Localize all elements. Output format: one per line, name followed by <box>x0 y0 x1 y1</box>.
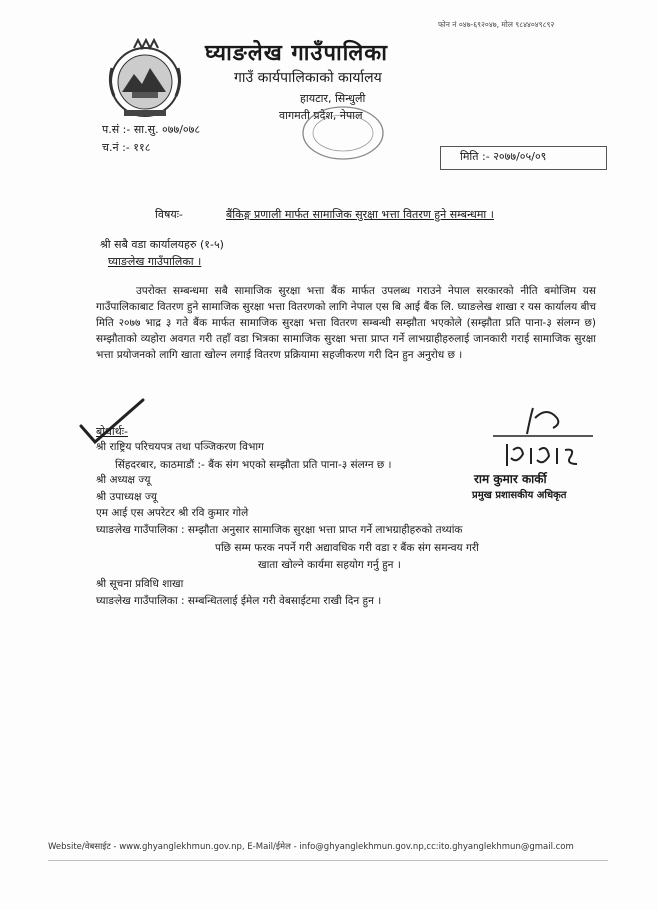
org-name: घ्याङलेख गाउँपालिका <box>205 41 388 66</box>
footer-divider <box>48 860 608 861</box>
office-name: गाउँ कार्यपालिकाको कार्यालय <box>234 70 382 86</box>
cc-item-continued: खाता खोल्ने कार्यमा सहयोग गर्नु हुन । <box>258 559 401 571</box>
reference-number: प.सं :- सा.सु. ०७७/०७८ <box>102 123 201 136</box>
cc-item: श्री राष्ट्रिय परिचयपत्र तथा पञ्जिकरण विभाग <box>96 441 264 453</box>
handwritten-signature <box>487 404 597 474</box>
footer-contact: Website/वेबसाईट - www.ghyanglekhmun.gov.np, E-Mail/ईमेल - info@ghyanglekhmun.gov.np,cc:ito.ghyanglekhmun@gmail.com <box>48 842 574 852</box>
letter-date: मिति :- २०७७/०५/०९ <box>460 150 547 163</box>
dispatch-number: च.नं :- ११८ <box>102 141 151 154</box>
subject-label: विषयः- <box>155 208 183 221</box>
signer-title: प्रमुख प्रशासकीय अधिकृत <box>472 490 567 501</box>
recipient-line-2: घ्याङलेख गाउँपालिका । <box>108 255 202 268</box>
cc-item: श्री सूचना प्रविधि शाखा <box>96 578 184 590</box>
address-line-1: हायटार, सिन्धुली <box>300 92 366 105</box>
cc-item: सिंहदरबार, काठमाडौं :- बैंक संग भएको सम्झौता प्रति पाना-३ संलग्न छ । <box>115 459 392 471</box>
recipient-line-1: श्री सबै वडा कार्यालयहरु (१-५) <box>100 238 224 251</box>
phone-line: फोन नं ०४७-६९२०४७, मोल ९८४४०४९८९२ <box>438 20 555 29</box>
subject-text: बैंकिङ्ग प्रणाली मार्फत सामाजिक सुरक्षा भत्ता वितरण हुने सम्बन्धमा । <box>226 208 494 221</box>
office-seal-stamp <box>298 103 388 163</box>
body-paragraph-text: उपरोक्त सम्बन्धमा सबै सामाजिक सुरक्षा भत्ता बैंक मार्फत उपलब्ध गराउने नेपाल सरकारको नीति बमोजिम यस गाउँपालिकाबाट वितरण हुने सामाजिक सुरक्षा भत्ता वितरणको लागि नेपाल एस बि आई बैंक लि. घ्याङलेख शाखा र यस कार्यालय बीच मिति २०७७ भाद्र ३ गते बैंक मार्फत सामाजिक सुरक्षा भत्ता वितरण सम्बन्धी सम्झौता भएकोले (सम्झौता प्रति पाना-३ संलग्न छ) सम्झौताको व्यहोरा अवगत गरी तहाँ वडा भित्रका सामाजिक सुरक्षा भत्ता प्राप्त गर्ने लाभग्राहीहरुलाई जानकारी गराई सामाजिक सुरक्षा भत्ता प्रयोजनको लागि खाता खोल्न लगाई वितरण प्रक्रियामा सहजीकरण गरी दिन हुन अनुरोध छ । <box>96 285 596 361</box>
address-line-2: वागमती प्रदेश, नेपाल <box>279 109 363 122</box>
cc-item: घ्याङलेख गाउँपालिका : सम्बन्धितलाई ईमेल गरी वेबसाईटमा राखी दिन हुन । <box>96 595 382 607</box>
cc-item: श्री अध्यक्ष ज्यू <box>96 474 151 486</box>
signer-name: राम कुमार कार्की <box>474 472 547 486</box>
cc-heading: बोधार्थः- <box>96 425 128 438</box>
cc-item: श्री उपाध्यक्ष ज्यू <box>96 491 157 503</box>
cc-item: एम आई एस अपरेटर श्री रवि कुमार गोले <box>96 507 249 519</box>
nepal-emblem-icon <box>104 38 186 120</box>
cc-item: घ्याङलेख गाउँपालिका : सम्झौता अनुसार सामाजिक सुरक्षा भत्ता प्राप्त गर्ने लाभग्राहीहरुको तथ्यांक <box>96 524 463 536</box>
body-paragraph <box>96 283 596 363</box>
cc-item-continued: पछि सम्म फरक नपर्ने गरी अद्यावधिक गरी वडा र बैंक संग समन्वय गरी <box>215 542 479 554</box>
